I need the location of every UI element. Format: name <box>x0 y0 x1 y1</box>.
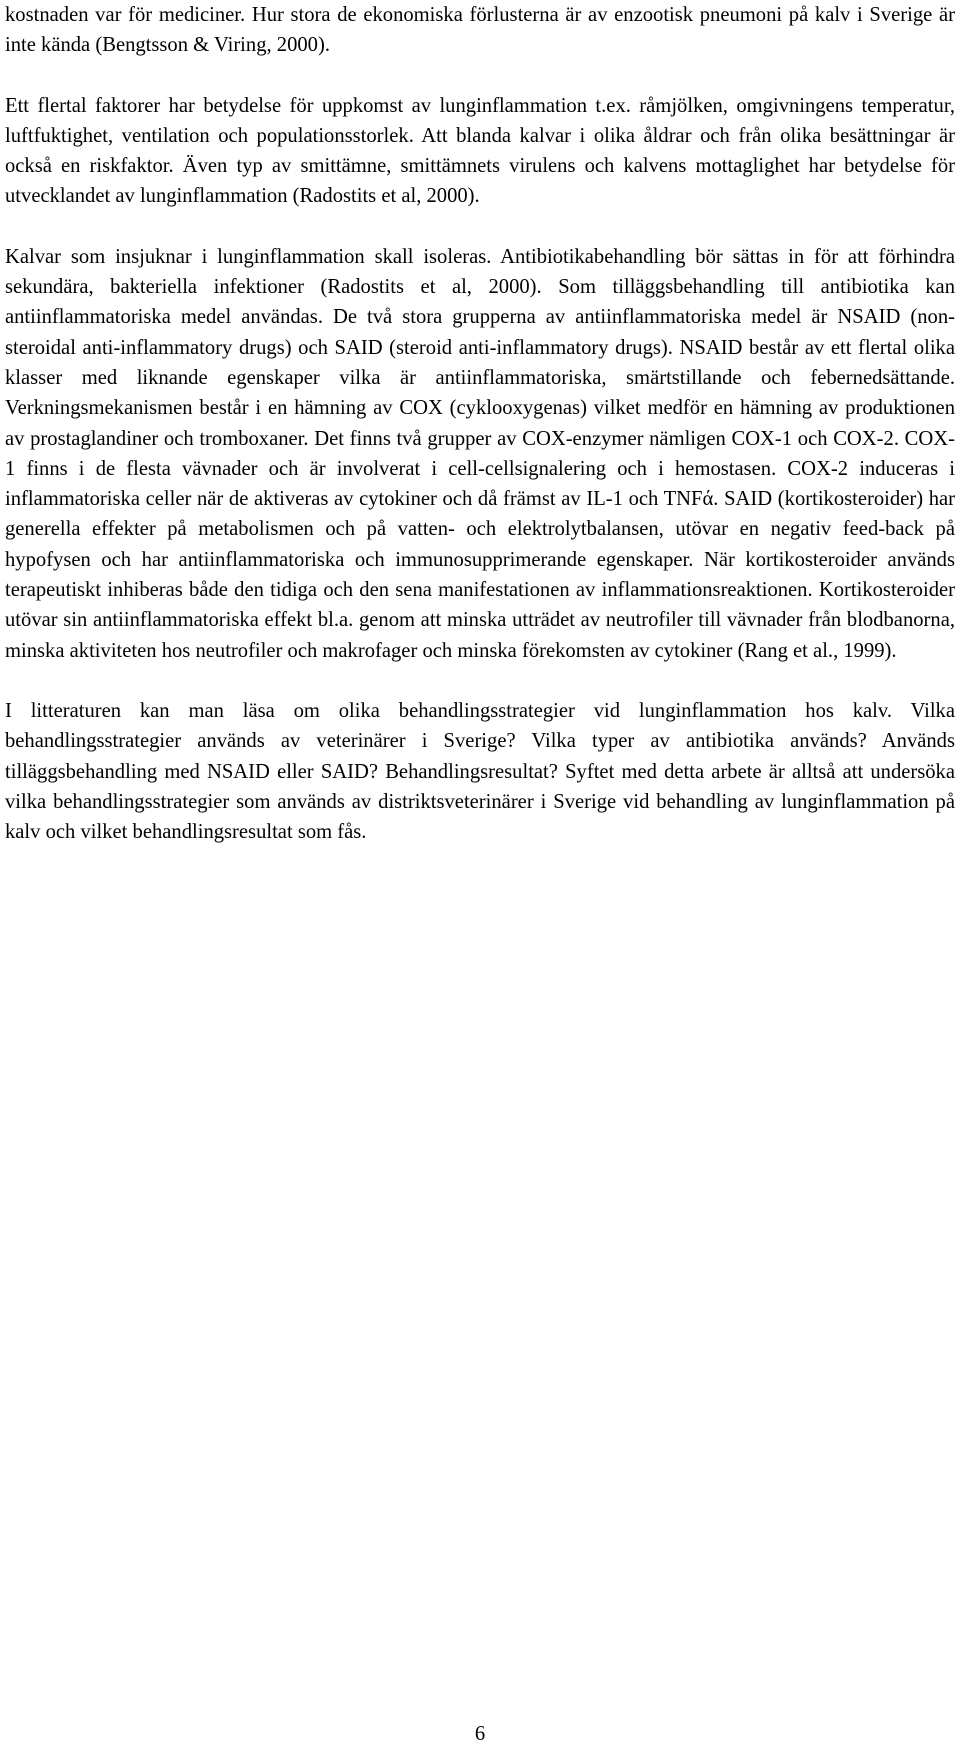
paragraph-risk-factors: Ett flertal faktorer har betydelse för uppkomst av lunginflammation t.ex. råmjölken, omgivningens temperatur, luftfuktighet, ventilation och populationsstorlek. Att blanda kalvar i olika åldrar och från olika besättningar är också en riskfaktor. Även typ av smittämne, smittämnets virulens och kalvens mottaglighet har betydelse för utvecklandet av lunginflammation (Radostits et al, 2000). <box>5 94 955 208</box>
paragraph-aim: I litteraturen kan man läsa om olika behandlingsstrategier vid lunginflammation hos kalv. Vilka behandlingsstrategier används av veterinärer i Sverige? Vilka typer av antibiotika används? Används tilläggsbehandling med NSAID eller SAID? Behandlingsresultat? Syftet med detta arbete är alltså att undersöka vilka behandlingsstrategier som används av distriktsveterinärer i Sverige vid behandling av lunginflammation på kalv och vilket behandlingsresultat som fås. <box>5 699 955 844</box>
paragraph-costs: kostnaden var för mediciner. Hur stora de ekonomiska förlusterna är av enzootisk pneumoni på kalv i Sverige är inte kända (Bengtsson & Viring, 2000). <box>5 4 955 57</box>
paragraph-treatment: Kalvar som insjuknar i lunginflammation skall isoleras. Antibiotikabehandling bör sättas in för att förhindra sekundära, bakteriella infektioner (Radostits et al, 2000). Som tilläggsbehandling till antibiotika kan antiinflammatoriska medel användas. De två stora grupperna av antiinflammatoriska medel är NSAID (non-steroidal anti-inflammatory drugs) och SAID (steroid anti-inflammatory drugs). NSAID består av ett flertal olika klasser med liknande egenskaper vilka är antiinflammatoriska, smärtstillande och febernedsättande. Verkningsmekanismen består i en hämning av COX (cyklooxygenas) vilket medför en hämning av produktionen av prostaglandiner och tromboxaner. Det finns två grupper av COX-enzymer nämligen COX-1 och COX-2. COX-1 finns i de flesta vävnader och är involverat i cell-cellsignalering och i hemostasen. COX-2 induceras i inflammatoriska celler när de aktiveras av cytokiner och då främst av IL-1 och TNFά. SAID (kortikosteroider) har generella effekter på metabolismen och på vatten- och elektrolytbalansen, utövar en negativ feed-back på hypofysen och har antiinflammatoriska och immunosupprimerande egenskaper. När kortikosteroider används terapeutiskt inhiberas både den tidiga och den sena manifestationen av inflammationsreaktionen. Kortikosteroider utövar sin antiinflammatoriska effekt bl.a. genom att minska utträdet av neutrofiler till vävnader från blodbanorna, minska aktiviteten hos neutrofiler och makrofager och minska förekomsten av cytokiner (Rang et al., 1999). <box>5 245 955 662</box>
page-number: 6 <box>474 1723 486 1745</box>
